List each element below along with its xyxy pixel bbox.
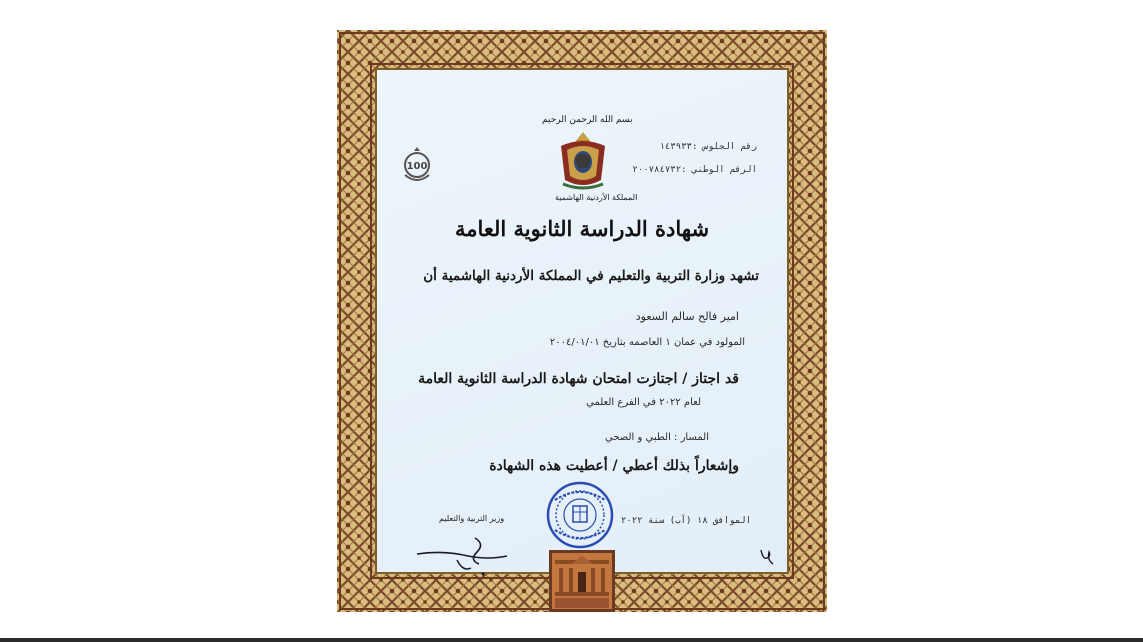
award-statement: وإشعاراً بذلك أعطي / أعطيت هذه الشهادة <box>489 458 739 474</box>
centennial-badge-text: 100 <box>406 161 428 172</box>
certificate-title: شهادة الدراسة الثانوية العامة <box>454 216 710 241</box>
minister-title: وزير التربية والتعليم <box>439 514 505 523</box>
exam-year: لعام ٢٠٢٢ في الفرع العلمي <box>586 397 701 408</box>
birth-line: المولود في عمان ١ العاصمه بتاريخ ٢٠٠٤/٠١/٠١ <box>549 337 745 348</box>
date-line: الموافق ١٨ (آب) سنة ٢٠٢٢ <box>620 516 751 526</box>
kingdom-name: المملكة الأردنية الهاشمية <box>555 193 638 202</box>
ministry-statement: تشهد وزارة التربية والتعليم في المملكة الأردنية الهاشمية أن <box>423 268 759 284</box>
certificate <box>337 30 827 612</box>
student-name: امير فالح سالم السعود <box>635 310 739 323</box>
track: المسار : الطبي و الصحي <box>605 432 709 443</box>
petra-treasury-icon <box>549 550 615 612</box>
minister-signature <box>413 530 513 580</box>
handwritten-mark <box>757 546 777 566</box>
basmala: بسم الله الرحمن الرحيم <box>542 115 633 125</box>
jordan-coat-of-arms-icon <box>555 128 611 194</box>
passed-statement: قد اجتاز / اجتازت امتحان شهادة الدراسة الثانوية العامة <box>418 371 739 387</box>
certificate-body <box>375 68 789 574</box>
centennial-100-emblem-icon <box>400 145 434 185</box>
national-number: الرقم الوطني :٢٠٠٧٨٤٧٣٢ <box>632 165 757 175</box>
page-bottom-rule <box>0 638 1143 642</box>
seat-number: رقم الجلوس :١٤٣٩٣٣ <box>659 142 757 152</box>
ministry-stamp-icon <box>545 480 615 550</box>
